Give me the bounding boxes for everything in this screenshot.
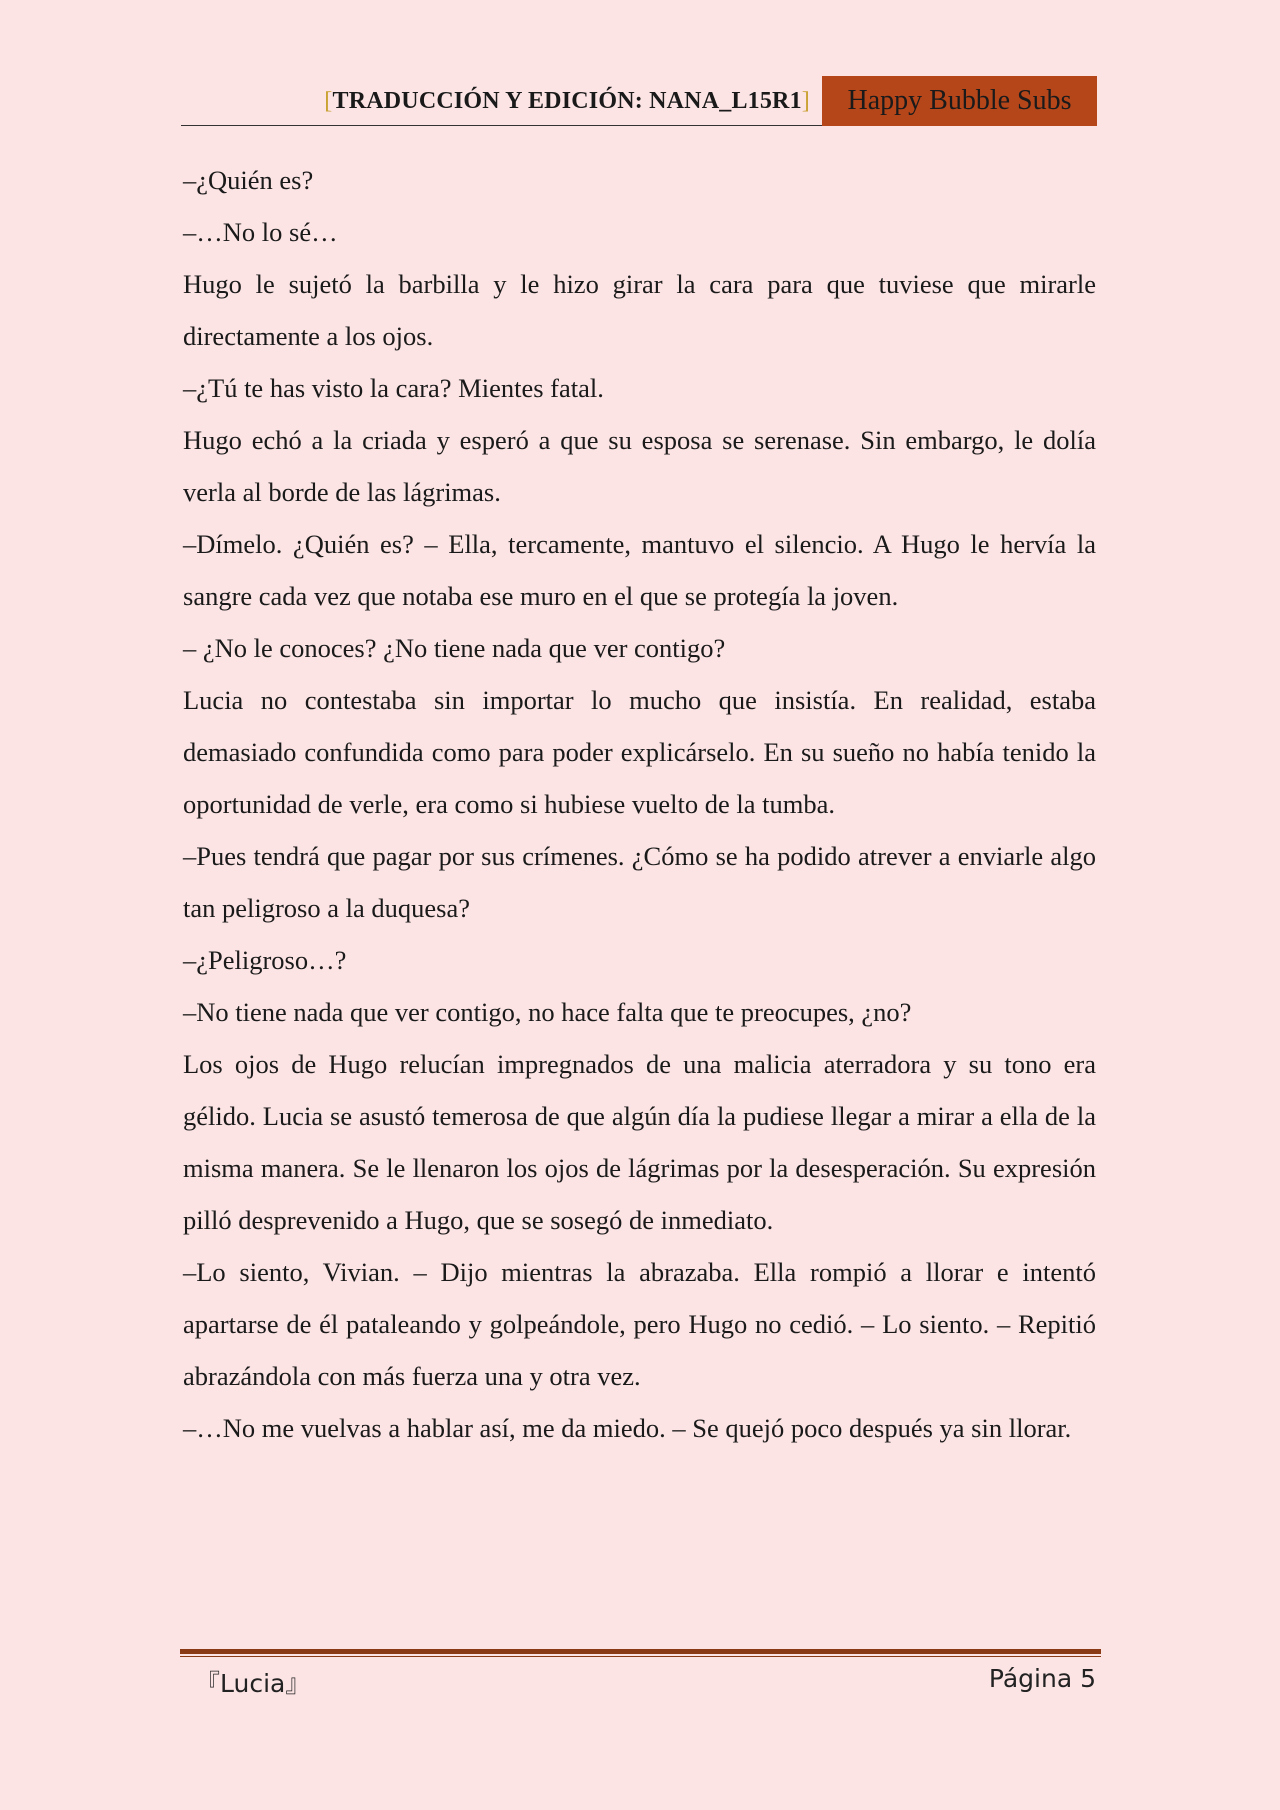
credit-bracket-close: ] <box>801 88 810 114</box>
paragraph: – ¿No le conoces? ¿No tiene nada que ver contigo? <box>183 633 726 663</box>
page-number: Página 5 <box>988 1664 1096 1693</box>
translation-credit <box>324 88 810 115</box>
paragraph: Los ojos de Hugo relucían impregnados de una malicia aterradora y su tono era gélido. Lucia se asustó temerosa de que algún día la pudiese llegar a mirar a ella de la misma manera. Se le llenaron los ojos de lágrimas por la desesperación. Su expresión pilló desprevenido a Hugo, que se sosegó de inmediato. <box>183 1049 1096 1235</box>
footer-title: 『Lucia』 <box>195 1669 311 1698</box>
paragraph: –¿Peligroso…? <box>183 945 347 975</box>
footer-rule-thin <box>180 1656 1101 1657</box>
document-body <box>183 154 1096 1454</box>
paragraph: –Pues tendrá que pagar por sus crímenes. ¿Cómo se ha podido atrever a enviarle algo tan peligroso a la duquesa? <box>183 841 1096 923</box>
brand-badge: Happy Bubble Subs <box>822 76 1097 126</box>
paragraph: –¿Quién es? <box>183 165 314 195</box>
paragraph: –No tiene nada que ver contigo, no hace falta que te preocupes, ¿no? <box>183 997 912 1027</box>
paragraph: Lucia no contestaba sin importar lo mucho que insistía. En realidad, estaba demasiado confundida como para poder explicárselo. En su sueño no había tenido la oportunidad de verle, era como si hubiese vuelto de la tumba. <box>183 685 1096 819</box>
paragraph: –Lo siento, Vivian. – Dijo mientras la abrazaba. Ella rompió a llorar e intentó apartarse de él pataleando y golpeándole, pero Hugo no cedió. – Lo siento. – Repitió abrazándola con más fuerza una y otra vez. <box>183 1257 1096 1391</box>
paragraph: –¿Tú te has visto la cara? Mientes fatal. <box>183 373 604 403</box>
paragraph: Hugo le sujetó la barbilla y le hizo girar la cara para que tuviese que mirarle directamente a los ojos. <box>183 269 1096 351</box>
paragraph: –…No lo sé… <box>183 217 338 247</box>
credit-text: TRADUCCIÓN Y EDICIÓN: NANA_L15R1 <box>332 88 802 114</box>
paragraph: –Dímelo. ¿Quién es? – Ella, tercamente, mantuvo el silencio. A Hugo le hervía la sangre cada vez que notaba ese muro en el que se protegía la joven. <box>183 529 1096 611</box>
credit-bracket-open: [ <box>324 88 333 114</box>
page-header <box>181 76 1097 126</box>
paragraph: –…No me vuelvas a hablar así, me da miedo. – Se quejó poco después ya sin llorar. <box>183 1413 1072 1443</box>
footer-rule-thick <box>180 1649 1101 1654</box>
paragraph: Hugo echó a la criada y esperó a que su esposa se serenase. Sin embargo, le dolía verla al borde de las lágrimas. <box>183 425 1096 507</box>
